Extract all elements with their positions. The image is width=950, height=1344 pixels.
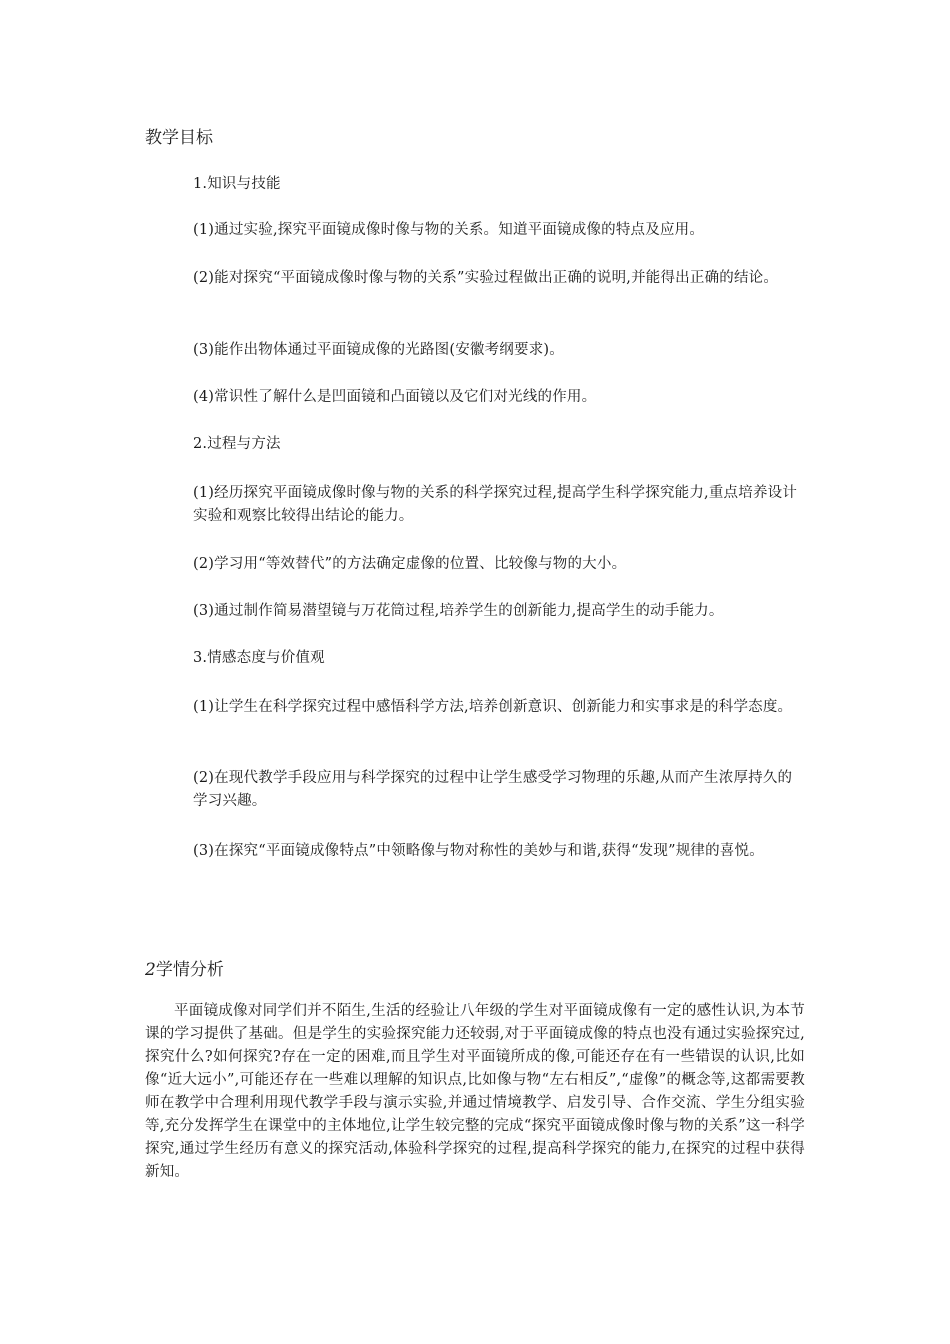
goal-item: (3)能作出物体通过平面镜成像的光路图(安徽考纲要求)。 <box>193 342 564 358</box>
goal-item: (1)通过实验,探究平面镜成像时像与物的关系。知道平面镜成像的特点及应用。 <box>193 222 705 238</box>
subheading-attitude-values: 3.情感态度与价值观 <box>193 650 325 666</box>
goal-item: (3)通过制作简易潜望镜与万花筒过程,培养学生的创新能力,提高学生的动手能力。 <box>193 603 724 619</box>
section-title-student-analysis <box>145 958 224 982</box>
goal-item: (1)让学生在科学探究过程中感悟科学方法,培养创新意识、创新能力和实事求是的科学态度。 <box>193 699 793 715</box>
goal-item: (4)常识性了解什么是凹面镜和凸面镜以及它们对光线的作用。 <box>193 389 597 405</box>
section-number: 2 <box>145 960 156 980</box>
goal-item: (2)在现代教学手段应用与科学探究的过程中让学生感受学习物理的乐趣,从而产生浓厚持久的学习兴趣。 <box>193 770 793 809</box>
subheading-process-methods: 2.过程与方法 <box>193 436 281 452</box>
section-title-teaching-goals: 教学目标 <box>145 128 213 148</box>
goal-item: (2)学习用“等效替代”的方法确定虚像的位置、比较像与物的大小。 <box>193 556 627 572</box>
section-title-text: 学情分析 <box>155 960 224 980</box>
goal-item: (2)能对探究“平面镜成像时像与物的关系”实验过程做出正确的说明,并能得出正确的结论。 <box>193 270 779 286</box>
student-analysis-paragraph: 平面镜成像对同学们并不陌生,生活的经验让八年级的学生对平面镜成像有一定的感性认识,为本节课的学习提供了基础。但是学生的实验探究能力还较弱,对于平面镜成像的特点也没有通过实验探究过,探究什么?如何探究?存在一定的困难,而且学生对平面镜所成的像,可能还存在有一些错误的认识,比如像“近大远小”,可能还存在一些难以理解的知识点,比如像与物“左右相反”,“虚像”的概念等,这都需要教师在教学中合理利用现代教学手段与演示实验,并通过情境教学、启发引导、合作交流、学生分组实验等,充分发挥学生在课堂中的主体地位,让学生较完整的完成“探究平面镜成像时像与物的关系”这一科学探究,通过学生经历有意义的探究活动,体验科学探究的过程,提高科学探究的能力,在探究的过程中获得新知。 <box>145 1003 805 1180</box>
goal-item: (1)经历探究平面镜成像时像与物的关系的科学探究过程,提高学生科学探究能力,重点培养设计实验和观察比较得出结论的能力。 <box>193 485 798 524</box>
subheading-knowledge-skills: 1.知识与技能 <box>193 176 281 192</box>
goal-item: (3)在探究“平面镜成像特点”中领略像与物对称性的美妙与和谐,获得“发现”规律的喜悦。 <box>193 843 764 859</box>
